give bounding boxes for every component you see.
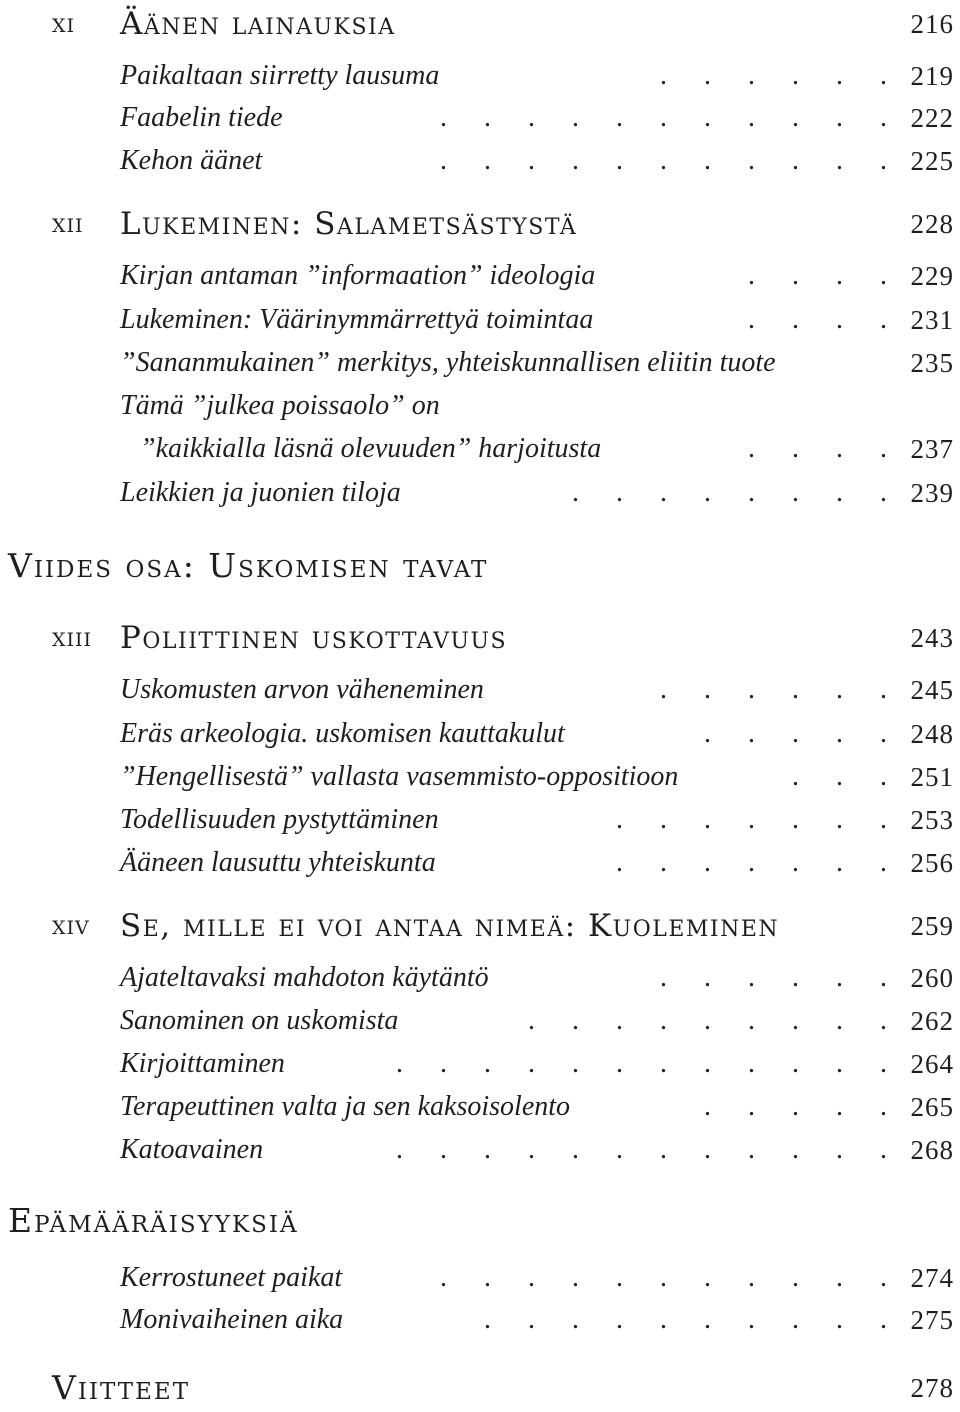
page-number: 278 (910, 1373, 954, 1403)
dot-leader: . . . . . . (660, 674, 902, 705)
dot-leader: . . . (792, 761, 902, 792)
toc-section-row (0, 668, 960, 712)
dot-leader: . . . . . . (660, 60, 902, 91)
dot-leader: . . . . (748, 260, 902, 291)
section-title: Monivaiheinen aika (120, 1304, 344, 1335)
section-title: Uskomusten arvon väheneminen (120, 674, 484, 705)
page-number: 256 (910, 848, 954, 878)
page-number: 231 (910, 305, 954, 335)
page-number: 253 (910, 805, 954, 835)
dot-leader: . . . . . . . . . . . (440, 102, 902, 133)
page-number: 260 (910, 963, 954, 993)
page-number: 228 (910, 209, 954, 239)
section-title: ”Sananmukainen” merkitys, yhteiskunnallisen eliitin tuote (120, 347, 776, 378)
section-title: Lukeminen: Väärinymmärrettyä toimintaa (120, 304, 594, 335)
toc-part-row (0, 1199, 960, 1243)
section-title: Sanominen on uskomista (120, 1005, 399, 1036)
section-title: Paikaltaan siirretty lausuma (120, 60, 440, 91)
chapter-title: Se, mille ei voi antaa nimeä: Kuoleminen (120, 908, 780, 944)
dot-leader: . . . . . . . . . . (484, 1304, 902, 1335)
toc-section-row (0, 298, 960, 342)
toc-chapter-row (0, 904, 960, 948)
dot-leader: . . . . (748, 304, 902, 335)
toc-section-row (0, 254, 960, 298)
toc-section-row (0, 341, 960, 385)
section-title: Tämä ”julkea poissaolo” on (120, 390, 440, 421)
part-title: Epämääräisyyksiä (8, 1201, 299, 1240)
chapter-number: xii (52, 208, 84, 239)
dot-leader: . . . . . . (660, 962, 902, 993)
toc-section-row (0, 54, 960, 98)
page-number: 245 (910, 675, 954, 705)
page-number: 225 (910, 146, 954, 176)
page-number: 262 (910, 1006, 954, 1036)
toc-chapter-row (0, 616, 960, 660)
section-title: Todellisuuden pystyttäminen (120, 804, 439, 835)
page-number: 251 (910, 762, 954, 792)
toc-chapter-row (0, 2, 960, 46)
dot-leader: . . . . . . . . (572, 477, 902, 508)
toc-section-row (0, 96, 960, 140)
page-number: 243 (910, 623, 954, 653)
section-title: Kehon äänet (120, 145, 263, 176)
toc-chapter-row (0, 202, 960, 246)
dot-leader: . . . . . . . . . (528, 1005, 902, 1036)
dot-leader: . . . . . . . . . . . (440, 1262, 902, 1293)
chapter-title: Lukeminen: Salametsästystä (120, 206, 578, 242)
toc-section-row (0, 471, 960, 515)
page-number: 264 (910, 1049, 954, 1079)
dot-leader: . . . . (748, 433, 902, 464)
toc-section-row (0, 1042, 960, 1086)
page-number: 275 (910, 1305, 954, 1335)
section-title: Ajateltavaksi mahdoton käytäntö (120, 962, 489, 993)
section-title: Katoavainen (120, 1134, 264, 1165)
page-number: 235 (910, 348, 954, 378)
page-number: 216 (910, 9, 954, 39)
toc-section-row (0, 999, 960, 1043)
chapter-title: Äänen lainauksia (120, 6, 396, 42)
page-number: 239 (910, 478, 954, 508)
section-title: Ääneen lausuttu yhteiskunta (120, 847, 436, 878)
dot-leader: . . . . . (704, 718, 902, 749)
page-number: 274 (910, 1263, 954, 1293)
toc-part-row (0, 544, 960, 588)
toc-section-row (0, 755, 960, 799)
page-number: 219 (910, 61, 954, 91)
chapter-number: xiii (52, 622, 93, 653)
dot-leader: . . . . . . . . . . . . (396, 1134, 902, 1165)
chapter-title: Poliittinen uskottavuus (120, 620, 508, 656)
section-title: Terapeuttinen valta ja sen kaksoisolento (120, 1091, 571, 1122)
section-title: Eräs arkeologia. uskomisen kauttakulut (120, 718, 565, 749)
back-matter-title: Viitteet (52, 1368, 191, 1407)
toc-section-row (0, 1298, 960, 1342)
page-number: 229 (910, 261, 954, 291)
toc-section-row (0, 956, 960, 1000)
toc-section-row (0, 798, 960, 842)
section-title-continued: ”kaikkialla läsnä olevuuden” harjoitusta (140, 433, 602, 464)
page-number: 259 (910, 911, 954, 941)
page-number: 265 (910, 1092, 954, 1122)
page-number: 237 (910, 434, 954, 464)
chapter-number: xi (52, 8, 76, 39)
page-number: 268 (910, 1135, 954, 1165)
dot-leader: . . . . . . . (616, 847, 902, 878)
toc-section-row (0, 1085, 960, 1129)
toc-section-row (0, 712, 960, 756)
dot-leader: . . . . . . . . . . . . (396, 1048, 902, 1079)
section-title: Kirjoittaminen (120, 1048, 285, 1079)
toc-section-row (0, 139, 960, 183)
part-title: Viides osa: Uskomisen tavat (8, 546, 489, 585)
section-title: Leikkien ja juonien tiloja (120, 477, 401, 508)
chapter-number: xiv (52, 910, 90, 941)
dot-leader: . . . . . (704, 1091, 902, 1122)
dot-leader: . . . . . . . . . . . (440, 145, 902, 176)
dot-leader: . . . . . . . (616, 804, 902, 835)
toc-section-row (0, 841, 960, 885)
section-title: Faabelin tiede (120, 102, 283, 133)
toc-section-row (0, 384, 960, 428)
page-number: 248 (910, 719, 954, 749)
section-title: ”Hengellisestä” vallasta vasemmisto-oppositioon (120, 761, 679, 792)
section-title: Kirjan antaman ”informaation” ideologia (120, 260, 596, 291)
toc-back-matter-row (0, 1366, 960, 1410)
toc-section-row (0, 1256, 960, 1300)
toc-section-row (0, 1128, 960, 1172)
section-title: Kerrostuneet paikat (120, 1262, 343, 1293)
toc-section-row (0, 427, 960, 471)
page-number: 222 (910, 103, 954, 133)
